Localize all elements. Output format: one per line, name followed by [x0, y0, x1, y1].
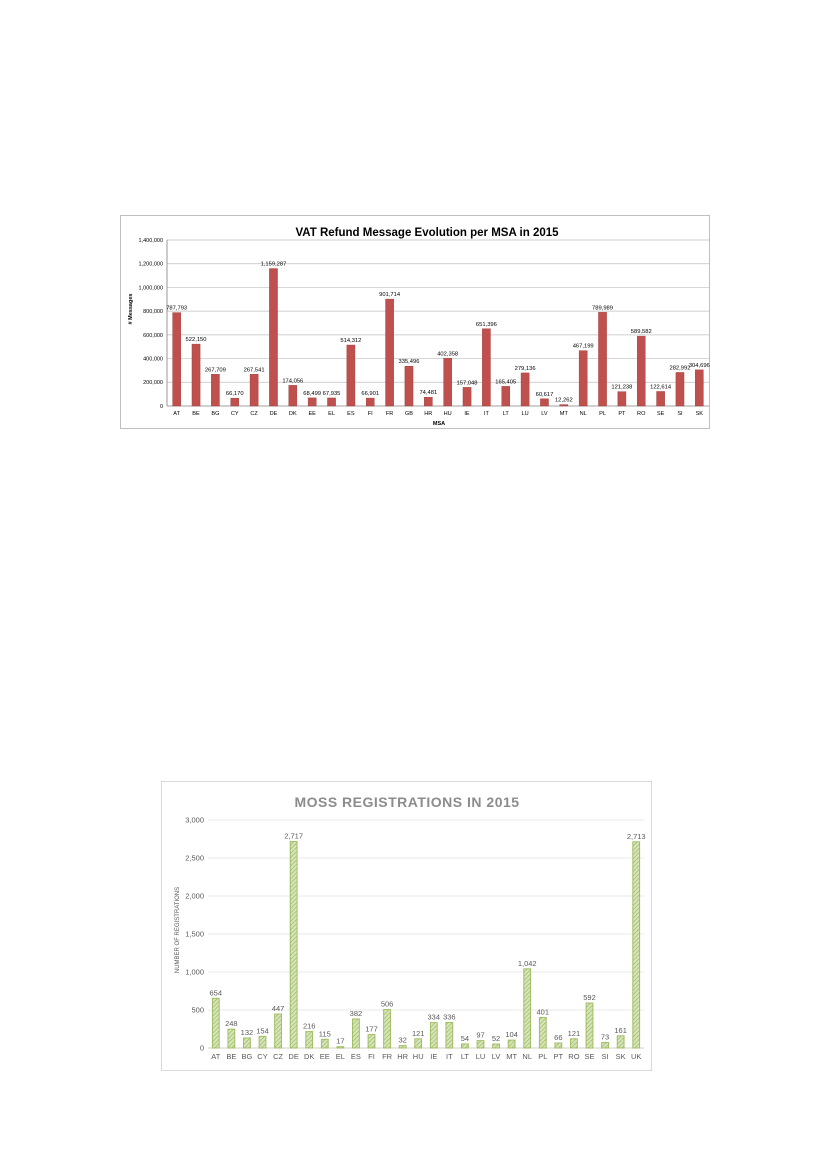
data-label: 32	[398, 1035, 407, 1045]
x-tick-label: HR	[424, 411, 433, 417]
x-tick-label: DE	[288, 1052, 299, 1061]
x-tick-label: BG	[241, 1052, 253, 1061]
bar	[579, 351, 587, 406]
x-tick-label: SI	[677, 411, 683, 417]
bar	[633, 842, 640, 1048]
x-tick-label: LV	[491, 1052, 501, 1061]
x-tick-label: PT	[553, 1052, 564, 1061]
y-axis-label: # Messages	[128, 293, 134, 325]
x-tick-label: NL	[522, 1052, 533, 1061]
bar	[212, 998, 219, 1048]
x-tick-label: BE	[226, 1052, 237, 1061]
x-tick-label: AT	[211, 1052, 221, 1061]
data-label: 177	[365, 1024, 378, 1034]
bar	[275, 1014, 282, 1048]
bar	[244, 1038, 251, 1048]
bar	[540, 399, 548, 406]
bar	[192, 344, 200, 406]
x-tick-label: EE	[319, 1052, 330, 1061]
bar	[327, 398, 335, 406]
x-tick-label: SK	[615, 1052, 626, 1061]
x-tick-label: SI	[601, 1052, 609, 1061]
y-tick-label: 1,400,000	[138, 237, 163, 244]
x-tick-label: LT	[502, 411, 509, 417]
data-label: 248	[225, 1019, 238, 1029]
bar	[502, 386, 510, 406]
data-label: 592	[583, 993, 596, 1003]
bar	[657, 391, 665, 406]
bar	[384, 1010, 391, 1048]
x-tick-label: DK	[304, 1052, 315, 1061]
data-label: 447	[271, 1004, 285, 1014]
x-tick-label: MT	[559, 411, 568, 417]
x-tick-label: BG	[211, 411, 220, 417]
bar	[290, 842, 297, 1048]
x-tick-label: LU	[521, 411, 529, 417]
data-label: 522,150	[185, 337, 207, 344]
bar	[560, 405, 568, 406]
bar	[521, 373, 529, 406]
data-label: 161	[614, 1025, 627, 1035]
bar	[405, 366, 413, 406]
bar	[347, 345, 355, 406]
x-tick-label: IE	[464, 411, 470, 417]
data-label: 165,405	[495, 379, 517, 386]
data-label: 2,717	[284, 831, 304, 841]
y-tick-label: 3,000	[185, 815, 204, 825]
x-tick-label: FR	[382, 1052, 393, 1061]
x-tick-label: HU	[412, 1052, 424, 1061]
x-tick-label: HR	[397, 1052, 409, 1061]
data-label: 73	[600, 1032, 610, 1042]
data-label: 267,541	[243, 367, 265, 374]
bar	[399, 1046, 406, 1048]
data-label: 104	[505, 1030, 518, 1040]
moss-registrations-chart	[161, 781, 652, 1071]
bar	[368, 1035, 375, 1048]
x-tick-label: SE	[584, 1052, 595, 1061]
data-label: 787,793	[166, 305, 188, 312]
y-tick-label: 200,000	[143, 380, 163, 387]
data-label: 401	[536, 1007, 550, 1017]
x-axis-label: MSA	[432, 421, 446, 427]
bar	[430, 1023, 437, 1048]
bar	[415, 1039, 422, 1048]
x-tick-label: CY	[257, 1052, 268, 1061]
x-tick-label: ES	[350, 1052, 361, 1061]
x-tick-label: BE	[192, 411, 200, 417]
data-label: 68,499	[303, 390, 322, 397]
bar	[676, 372, 684, 406]
bar	[228, 1029, 235, 1048]
x-tick-label: LU	[475, 1052, 486, 1061]
x-tick-label: FI	[368, 1052, 375, 1061]
x-tick-label: MT	[506, 1052, 518, 1061]
data-label: 467,199	[572, 343, 594, 350]
bar	[306, 1032, 313, 1048]
data-label: 402,358	[437, 351, 459, 358]
x-tick-label: IT	[483, 411, 489, 417]
bar	[602, 1042, 609, 1048]
bar	[586, 1003, 593, 1048]
bar	[231, 398, 239, 406]
bar	[211, 374, 219, 406]
data-label: 282,992	[669, 365, 691, 372]
data-label: 2,713	[626, 831, 646, 841]
data-label: 66,170	[225, 391, 244, 398]
x-tick-label: PT	[618, 411, 626, 417]
bar	[173, 313, 181, 406]
bar	[444, 358, 452, 406]
bar	[493, 1044, 500, 1048]
x-tick-label: SE	[656, 411, 665, 417]
bar	[337, 1047, 344, 1048]
x-tick-label: LT	[460, 1052, 470, 1061]
x-tick-label: ES	[347, 411, 355, 417]
bar	[386, 299, 394, 406]
bar	[524, 969, 531, 1048]
chart-title: VAT Refund Message Evolution per MSA in 2015	[295, 227, 559, 239]
data-label: 60,617	[535, 391, 554, 398]
x-tick-label: IE	[430, 1052, 438, 1061]
bar	[618, 392, 626, 406]
data-label: 115	[318, 1029, 331, 1039]
chart-title: MOSS REGISTRATIONS IN 2015	[294, 794, 520, 810]
data-label: 789,989	[592, 305, 614, 312]
x-tick-label: FI	[367, 411, 373, 417]
x-tick-label: CZ	[250, 411, 258, 417]
x-tick-label: DK	[288, 411, 297, 417]
bar	[321, 1039, 328, 1048]
data-label: 54	[460, 1033, 470, 1043]
y-tick-label: 1,000,000	[138, 285, 163, 292]
x-tick-label: CY	[230, 411, 239, 417]
x-tick-label: DE	[269, 411, 278, 417]
x-tick-label: RO	[568, 1052, 580, 1061]
y-tick-label: 500	[191, 1005, 204, 1015]
x-tick-label: PL	[599, 411, 606, 417]
bar	[250, 374, 258, 406]
data-label: 654	[209, 988, 223, 998]
bar	[259, 1036, 266, 1048]
data-label: 279,136	[514, 365, 536, 372]
bar	[637, 336, 645, 406]
x-tick-label: FR	[385, 411, 394, 417]
data-label: 154	[256, 1026, 269, 1036]
x-tick-label: NL	[579, 411, 587, 417]
x-tick-label: PL	[538, 1052, 548, 1061]
data-label: 17	[336, 1036, 345, 1046]
bar	[366, 398, 374, 406]
vat-refund-chart-svg	[121, 216, 711, 430]
x-tick-label: UK	[631, 1052, 642, 1061]
data-label: 335,496	[398, 359, 420, 366]
data-label: 267,709	[204, 367, 226, 374]
bar	[508, 1040, 515, 1048]
data-label: 132	[240, 1027, 254, 1037]
y-tick-label: 600,000	[143, 332, 163, 339]
data-label: 304,696	[688, 362, 710, 369]
data-label: 901,714	[379, 292, 401, 299]
x-tick-label: EE	[308, 411, 316, 417]
x-tick-label: EL	[335, 1052, 345, 1061]
y-tick-label: 0	[199, 1043, 204, 1053]
data-label: 336	[443, 1012, 456, 1022]
data-label: 122,614	[650, 384, 672, 391]
x-tick-label: GB	[404, 411, 414, 417]
data-label: 506	[380, 999, 394, 1009]
data-label: 121	[411, 1028, 425, 1038]
bar	[462, 1044, 469, 1048]
y-tick-label: 1,000	[185, 967, 204, 977]
data-label: 74,481	[419, 390, 438, 397]
x-tick-label: IT	[446, 1052, 453, 1061]
bar	[446, 1022, 453, 1048]
bar	[289, 385, 297, 406]
bar	[571, 1039, 578, 1048]
y-tick-label: 2,000	[185, 891, 204, 901]
data-label: 514,312	[340, 338, 362, 345]
bar	[598, 312, 606, 406]
x-tick-label: AT	[173, 411, 181, 417]
bar	[695, 370, 703, 406]
y-tick-label: 800,000	[143, 309, 163, 316]
x-tick-label: HU	[443, 411, 452, 417]
data-label: 12,262	[554, 397, 573, 404]
data-label: 121	[567, 1028, 581, 1038]
y-tick-label: 0	[159, 403, 163, 410]
bar	[555, 1043, 562, 1048]
bar	[308, 398, 316, 406]
y-tick-label: 1,200,000	[138, 261, 163, 268]
data-label: 66	[554, 1032, 563, 1042]
data-label: 651,396	[475, 321, 497, 328]
y-tick-label: 400,000	[143, 356, 163, 363]
x-tick-label: LV	[541, 411, 548, 417]
data-label: 174,056	[282, 378, 304, 385]
data-label: 66,901	[361, 391, 380, 398]
data-label: 216	[302, 1021, 316, 1031]
bar	[353, 1019, 360, 1048]
data-label: 382	[349, 1008, 363, 1018]
data-label: 1,159,287	[260, 261, 287, 268]
bar	[424, 397, 432, 406]
data-label: 157,048	[456, 380, 478, 387]
bar	[477, 1041, 484, 1048]
x-tick-label: SK	[695, 411, 704, 417]
data-label: 97	[476, 1030, 485, 1040]
x-tick-label: EL	[328, 411, 335, 417]
data-label: 1,042	[517, 958, 537, 968]
x-tick-label: CZ	[273, 1052, 284, 1061]
y-axis-label: NUMBER OF REGISTRATIONS	[175, 886, 181, 974]
bar	[482, 329, 490, 406]
x-tick-label: RO	[637, 411, 646, 417]
data-label: 121,238	[611, 384, 633, 391]
y-tick-label: 2,500	[185, 853, 204, 863]
bar	[617, 1036, 624, 1048]
bar	[463, 387, 471, 406]
moss-registrations-chart-svg	[162, 782, 653, 1072]
data-label: 52	[491, 1034, 501, 1044]
data-label: 334	[427, 1012, 441, 1022]
bar	[539, 1018, 546, 1048]
vat-refund-chart	[120, 215, 710, 429]
bar	[269, 269, 277, 406]
data-label: 589,582	[630, 329, 652, 336]
data-label: 67,935	[322, 390, 341, 397]
y-tick-label: 1,500	[185, 929, 204, 939]
